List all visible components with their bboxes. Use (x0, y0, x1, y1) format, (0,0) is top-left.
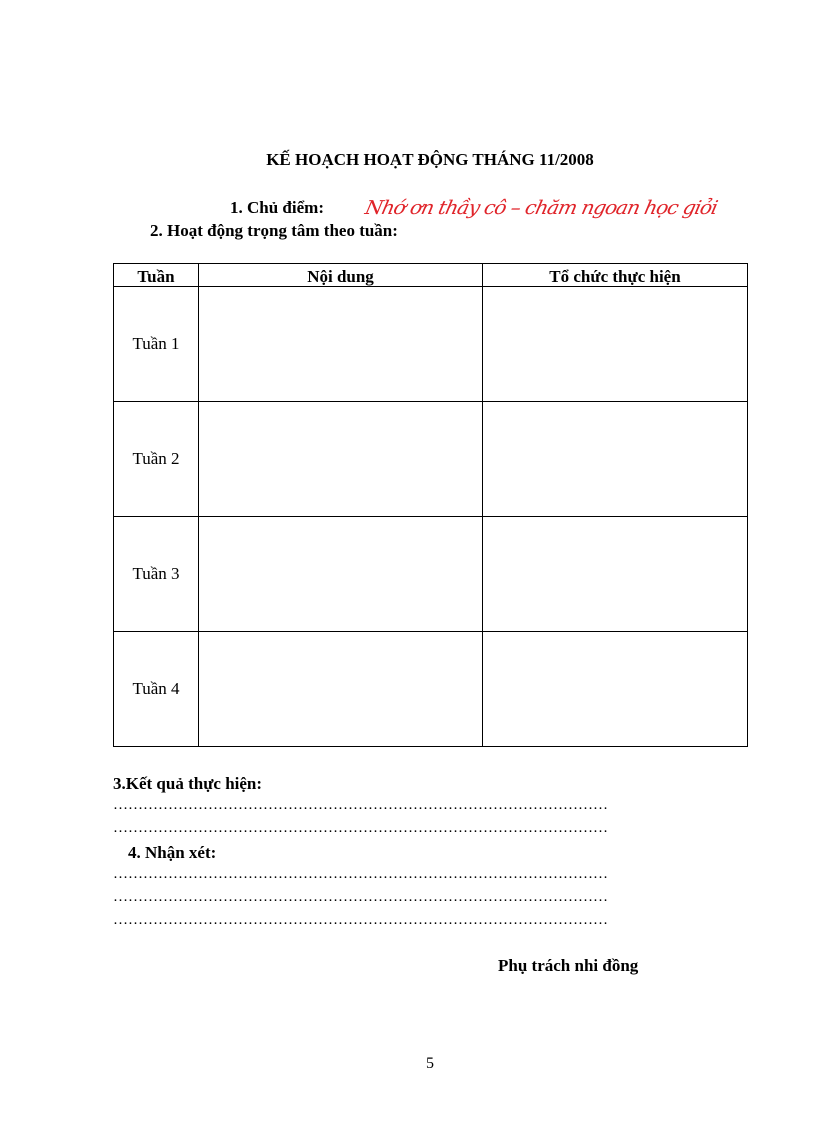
comments-dotted-line: ……………………………………………………………………………………… (113, 889, 608, 905)
week-cell: Tuần 1 (114, 287, 199, 402)
comments-label: 4. Nhận xét: (128, 843, 217, 862)
organization-cell (483, 402, 748, 517)
table-row (114, 517, 748, 632)
week-cell: Tuần 2 (114, 402, 199, 517)
content-cell (199, 517, 483, 632)
document-title: KẾ HOẠCH HOẠT ĐỘNG THÁNG 11/2008 (266, 150, 594, 169)
signature-label: Phụ trách nhi đồng (498, 956, 639, 975)
content-cell (199, 287, 483, 402)
week-cell: Tuần 3 (114, 517, 199, 632)
table-row (114, 402, 748, 517)
comments-dotted-line: ……………………………………………………………………………………… (113, 866, 608, 882)
results-label: 3.Kết quả thực hiện: (113, 774, 263, 793)
header-week: Tuần (114, 264, 199, 287)
comments-dotted-line: ……………………………………………………………………………………… (113, 912, 608, 928)
table-row (114, 287, 748, 402)
organization-cell (483, 632, 748, 747)
header-organization: Tổ chức thực hiện (483, 264, 748, 287)
content-cell (199, 402, 483, 517)
weekly-activities-label: 2. Hoạt động trọng tâm theo tuần: (150, 221, 398, 240)
organization-cell (483, 287, 748, 402)
header-content: Nội dung (199, 264, 483, 287)
content-cell (199, 632, 483, 747)
results-dotted-line: ……………………………………………………………………………………… (113, 797, 608, 813)
organization-cell (483, 517, 748, 632)
table-row (114, 632, 748, 747)
week-cell: Tuần 4 (114, 632, 199, 747)
results-dotted-line: ……………………………………………………………………………………… (113, 820, 608, 836)
page-number: 5 (426, 1055, 434, 1072)
weekly-plan-table (113, 263, 748, 747)
theme-label: 1. Chủ điểm: (230, 198, 324, 217)
handwritten-theme-text: Nhớ ơn thầy cô – chăm ngoan học giỏi (363, 196, 720, 219)
table-header-row (114, 264, 748, 287)
